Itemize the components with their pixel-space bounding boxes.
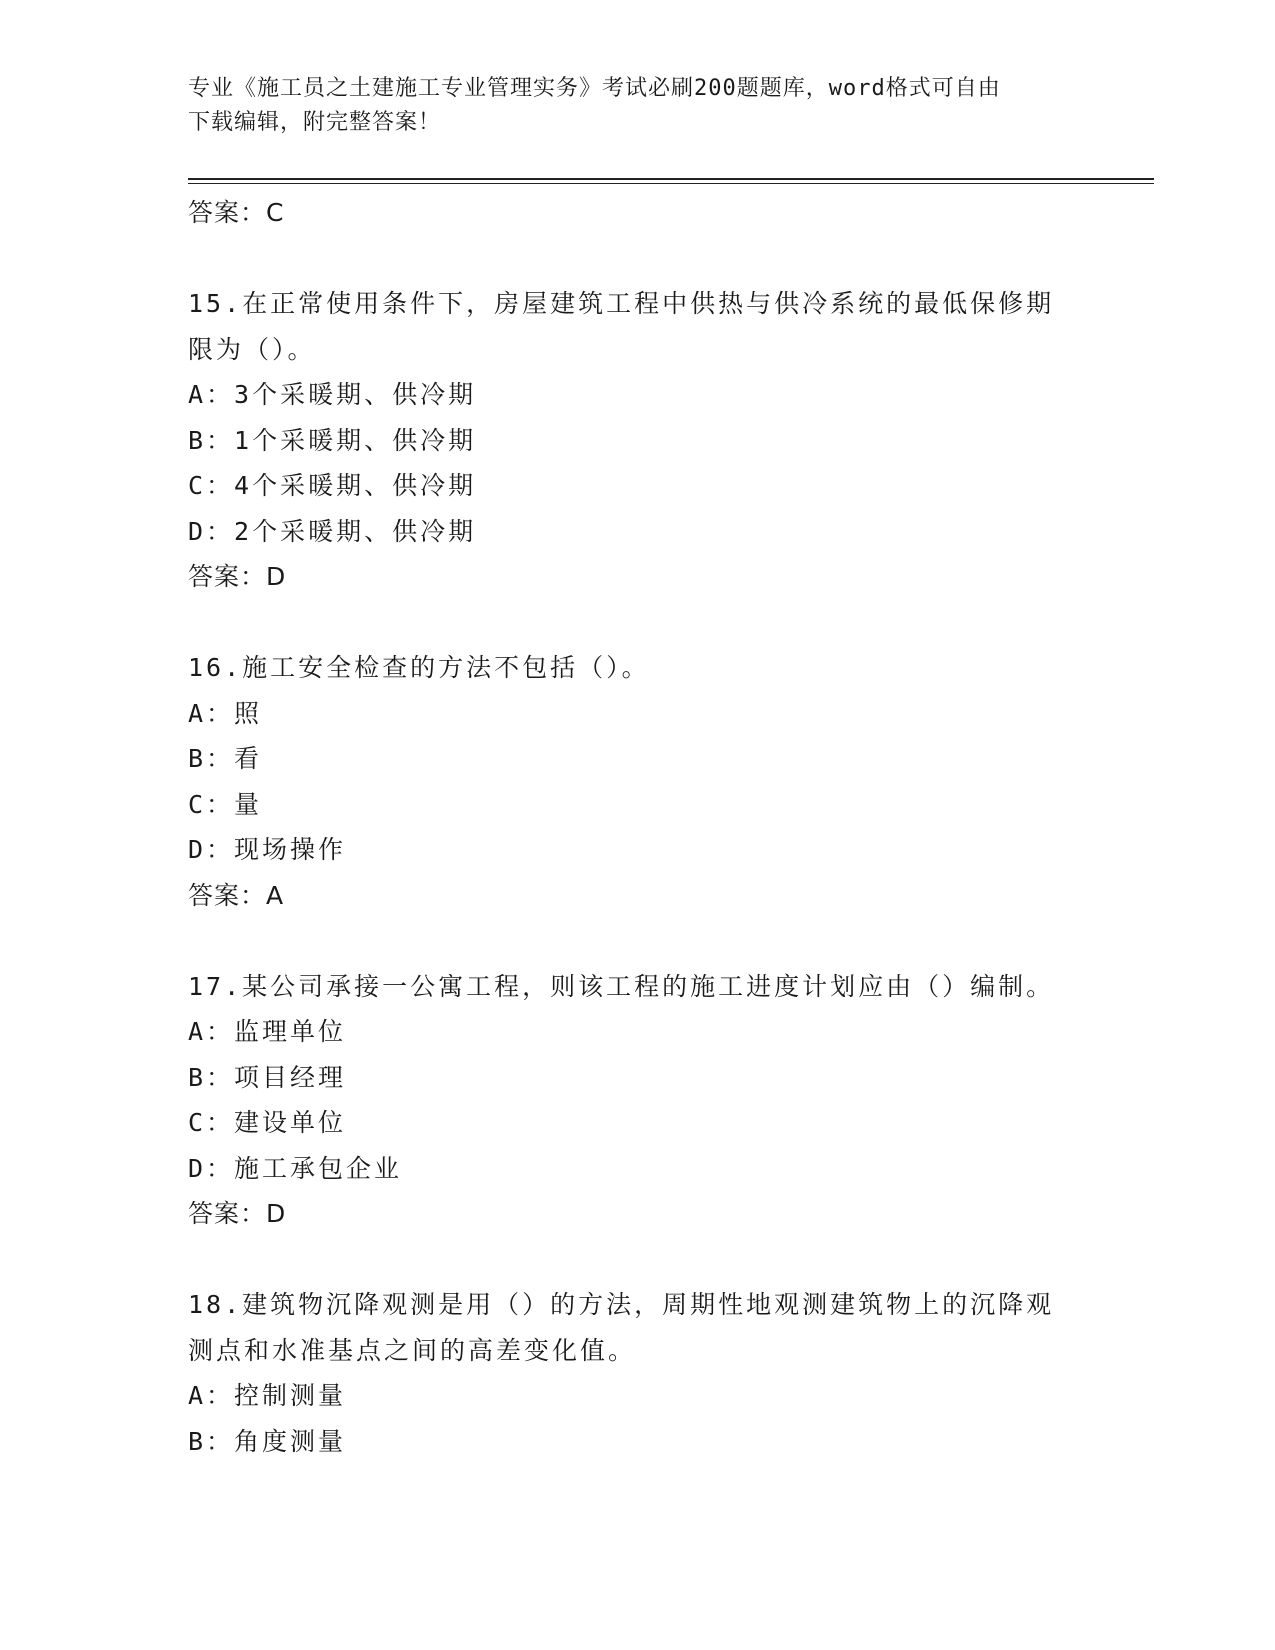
question-text: 18.建筑物沉降观测是用（）的方法，周期性地观测建筑物上的沉降观 <box>188 1290 1055 1319</box>
question-16 <box>188 645 1088 918</box>
option-b: B：看 <box>188 744 263 773</box>
question-text: 限为（）。 <box>188 334 316 364</box>
option-c: C：建设单位 <box>188 1108 347 1137</box>
question-text: 测点和水准基点之间的高差变化值。 <box>188 1335 637 1365</box>
option-b: B：项目经理 <box>188 1062 347 1092</box>
option-d: D：2个采暖期、供冷期 <box>188 516 477 546</box>
question-list <box>188 190 1088 1464</box>
option-c: C：4个采暖期、供冷期 <box>188 471 477 500</box>
option-b: B：1个采暖期、供冷期 <box>188 425 477 455</box>
option-a: A：3个采暖期、供冷期 <box>188 380 477 409</box>
option-a: A：照 <box>188 698 263 728</box>
answer: 答案：A <box>188 880 285 910</box>
document-header <box>188 72 1068 140</box>
header-line-2: 下载编辑，附完整答案！ <box>188 110 442 135</box>
question-text: 17.某公司承接一公寓工程，则该工程的施工进度计划应由（）编制。 <box>188 971 1055 1001</box>
question-18 <box>188 1282 1088 1464</box>
option-c: C：量 <box>188 789 263 819</box>
option-d: D：施工承包企业 <box>188 1153 403 1183</box>
question-17 <box>188 964 1088 1237</box>
question-text: 15.在正常使用条件下，房屋建筑工程中供热与供冷系统的最低保修期 <box>188 289 1055 318</box>
header-line-1: 专业《施工员之土建施工专业管理实务》考试必刷200题题库，word格式可自由 <box>188 76 1001 101</box>
answer: 答案：D <box>188 1199 287 1228</box>
previous-answer: 答案：C <box>188 198 285 227</box>
header-rule-thin <box>188 183 1154 184</box>
answer: 答案：D <box>188 562 287 591</box>
option-a: A：控制测量 <box>188 1381 347 1410</box>
header-rule-thick <box>188 178 1154 180</box>
option-b: B：角度测量 <box>188 1426 347 1456</box>
option-d: D：现场操作 <box>188 835 347 864</box>
question-text: 16.施工安全检查的方法不包括（）。 <box>188 653 650 682</box>
option-a: A：监理单位 <box>188 1017 347 1046</box>
question-15 <box>188 281 1088 600</box>
